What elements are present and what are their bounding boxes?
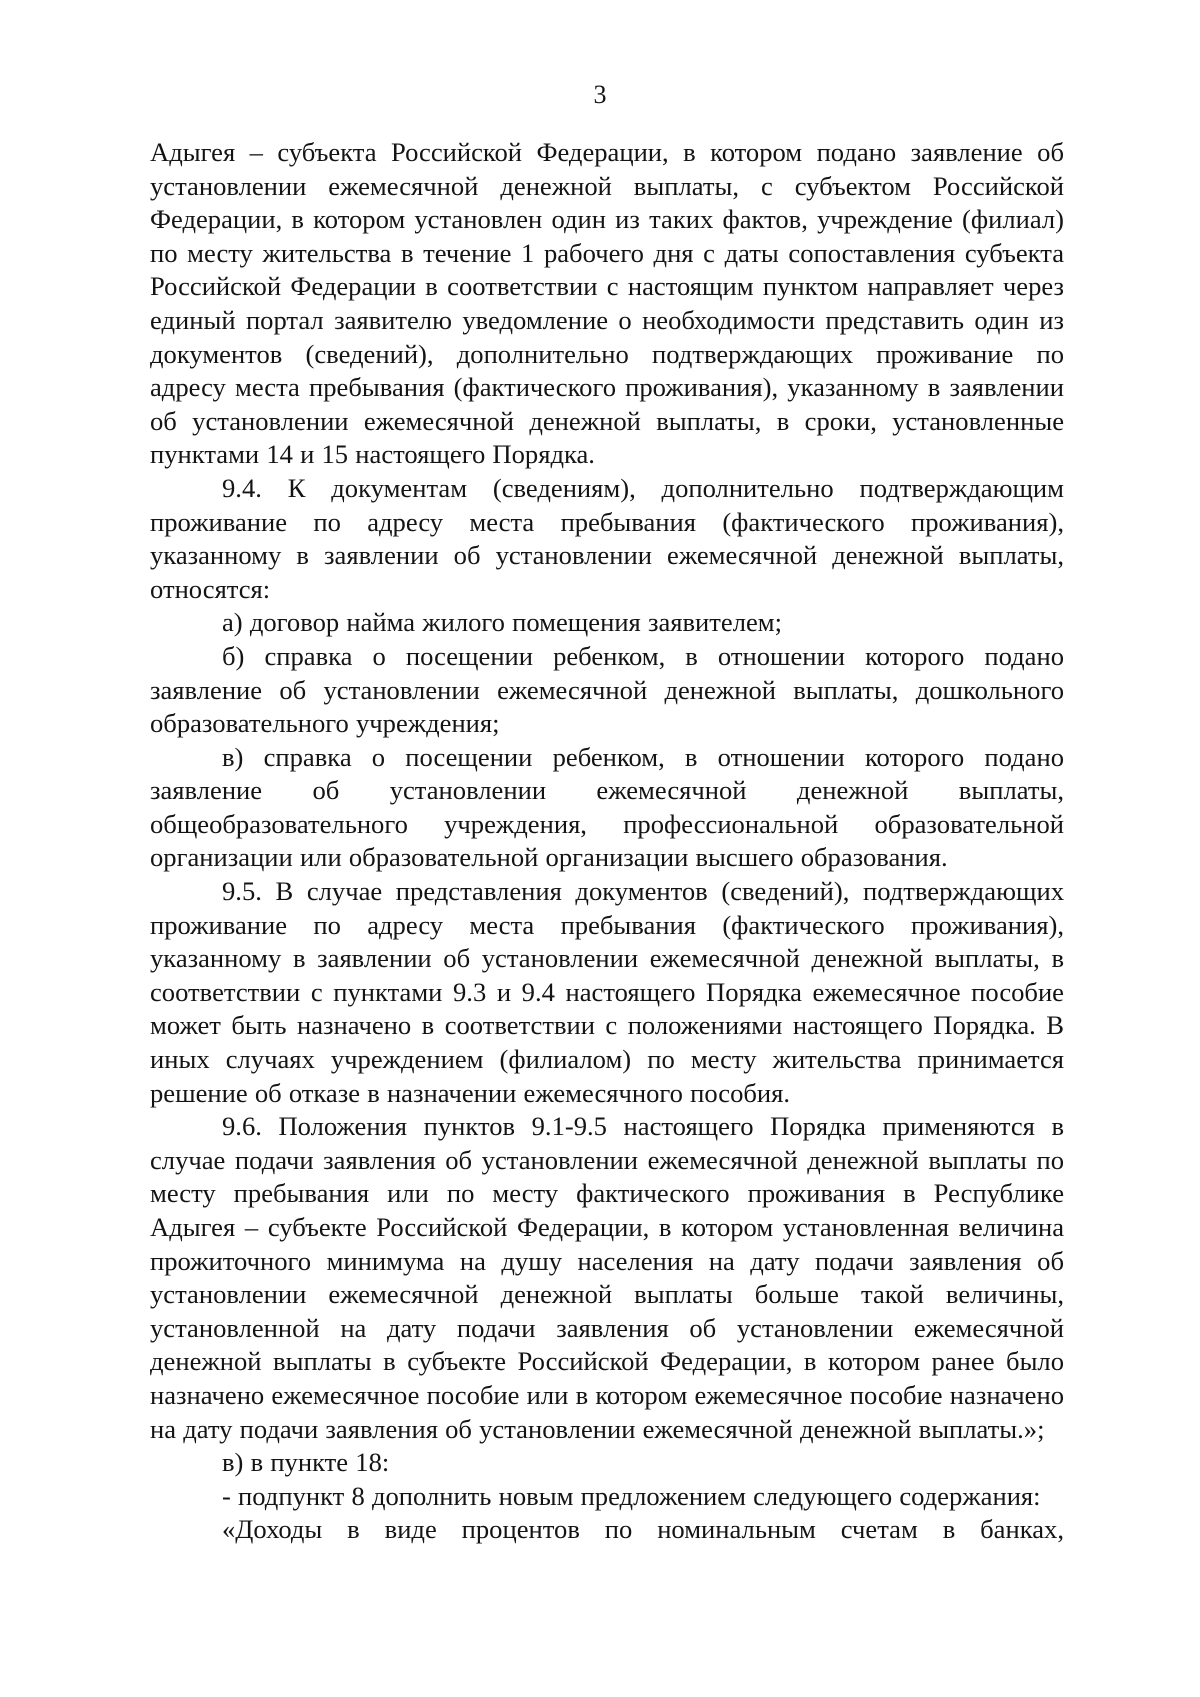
list-item-a: а) договор найма жилого помещения заявителем; [222, 607, 783, 638]
paragraph-9-6: 9.6. Положения пунктов 9.1-9.5 настоящего Порядка применяются в случае подачи заявления об установлении ежемесячной денежной выплаты по месту пребывания или по месту фактического проживания в Республике Адыгея – субъекте Российской Федерации, в котором установленная величина прожиточного минимума на душу населения на дату подачи заявления об установлении ежемесячной денежной выплаты больше такой величины, установленной на дату подачи заявления об установлении ежемесячной денежной выплаты в субъекте Российской Федерации, в котором ранее было назначено ежемесячное пособие или в котором ежемесячное пособие назначено на дату подачи заявления об установлении ежемесячной денежной выплаты.»; [150, 1111, 1064, 1444]
paragraph-item-18: в) в пункте 18: [222, 1447, 390, 1478]
page-number: 3 [593, 80, 607, 109]
paragraph-9-5: 9.5. В случае представления документов (сведений), подтверждающих проживание по адресу места пребывания (фактического проживания), указанному в заявлении об установлении ежемесячной денежной выплаты, в соответствии с пунктами 9.3 и 9.4 настоящего Порядка ежемесячное пособие может быть назначено в соответствии с положениями настоящего Порядка. В иных случаях учреждением (филиалом) по месту жительства принимается решение об отказе в назначении ежемесячного пособия. [150, 876, 1064, 1108]
paragraph-quote-start: «Доходы в виде процентов по номинальным счетам в банках, [222, 1514, 1064, 1545]
document-body [150, 136, 1064, 1547]
paragraph-subitem-8: - подпункт 8 дополнить новым предложением следующего содержания: [222, 1480, 1041, 1511]
paragraph-9-4: 9.4. К документам (сведениям), дополнительно подтверждающим проживание по адресу места пребывания (фактического проживания), указанному в заявлении об установлении ежемесячной денежной выплаты, относятся: [150, 472, 1064, 604]
list-item-v: в) справка о посещении ребенком, в отношении которого подано заявление об установлении ежемесячной денежной выплаты, общеобразовательного учреждения, профессиональной образовательной организации или образовательной организации высшего образования. [150, 741, 1064, 873]
paragraph-continuation: Адыгея – субъекта Российской Федерации, в котором подано заявление об установлении ежемесячной денежной выплаты, с субъектом Российской Федерации, в котором установлен один из таких фактов, учреждение (филиал) по месту жительства в течение 1 рабочего дня с даты сопоставления субъекта Российской Федерации в соответствии с настоящим пунктом направляет через единый портал заявителю уведомление о необходимости представить один из документов (сведений), дополнительно подтверждающих проживание по адресу места пребывания (фактического проживания), указанному в заявлении об установлении ежемесячной денежной выплаты, в сроки, установленные пунктами 14 и 15 настоящего Порядка. [150, 137, 1064, 470]
list-item-b: б) справка о посещении ребенком, в отношении которого подано заявление об установлении ежемесячной денежной выплаты, дошкольного образовательного учреждения; [150, 640, 1064, 739]
